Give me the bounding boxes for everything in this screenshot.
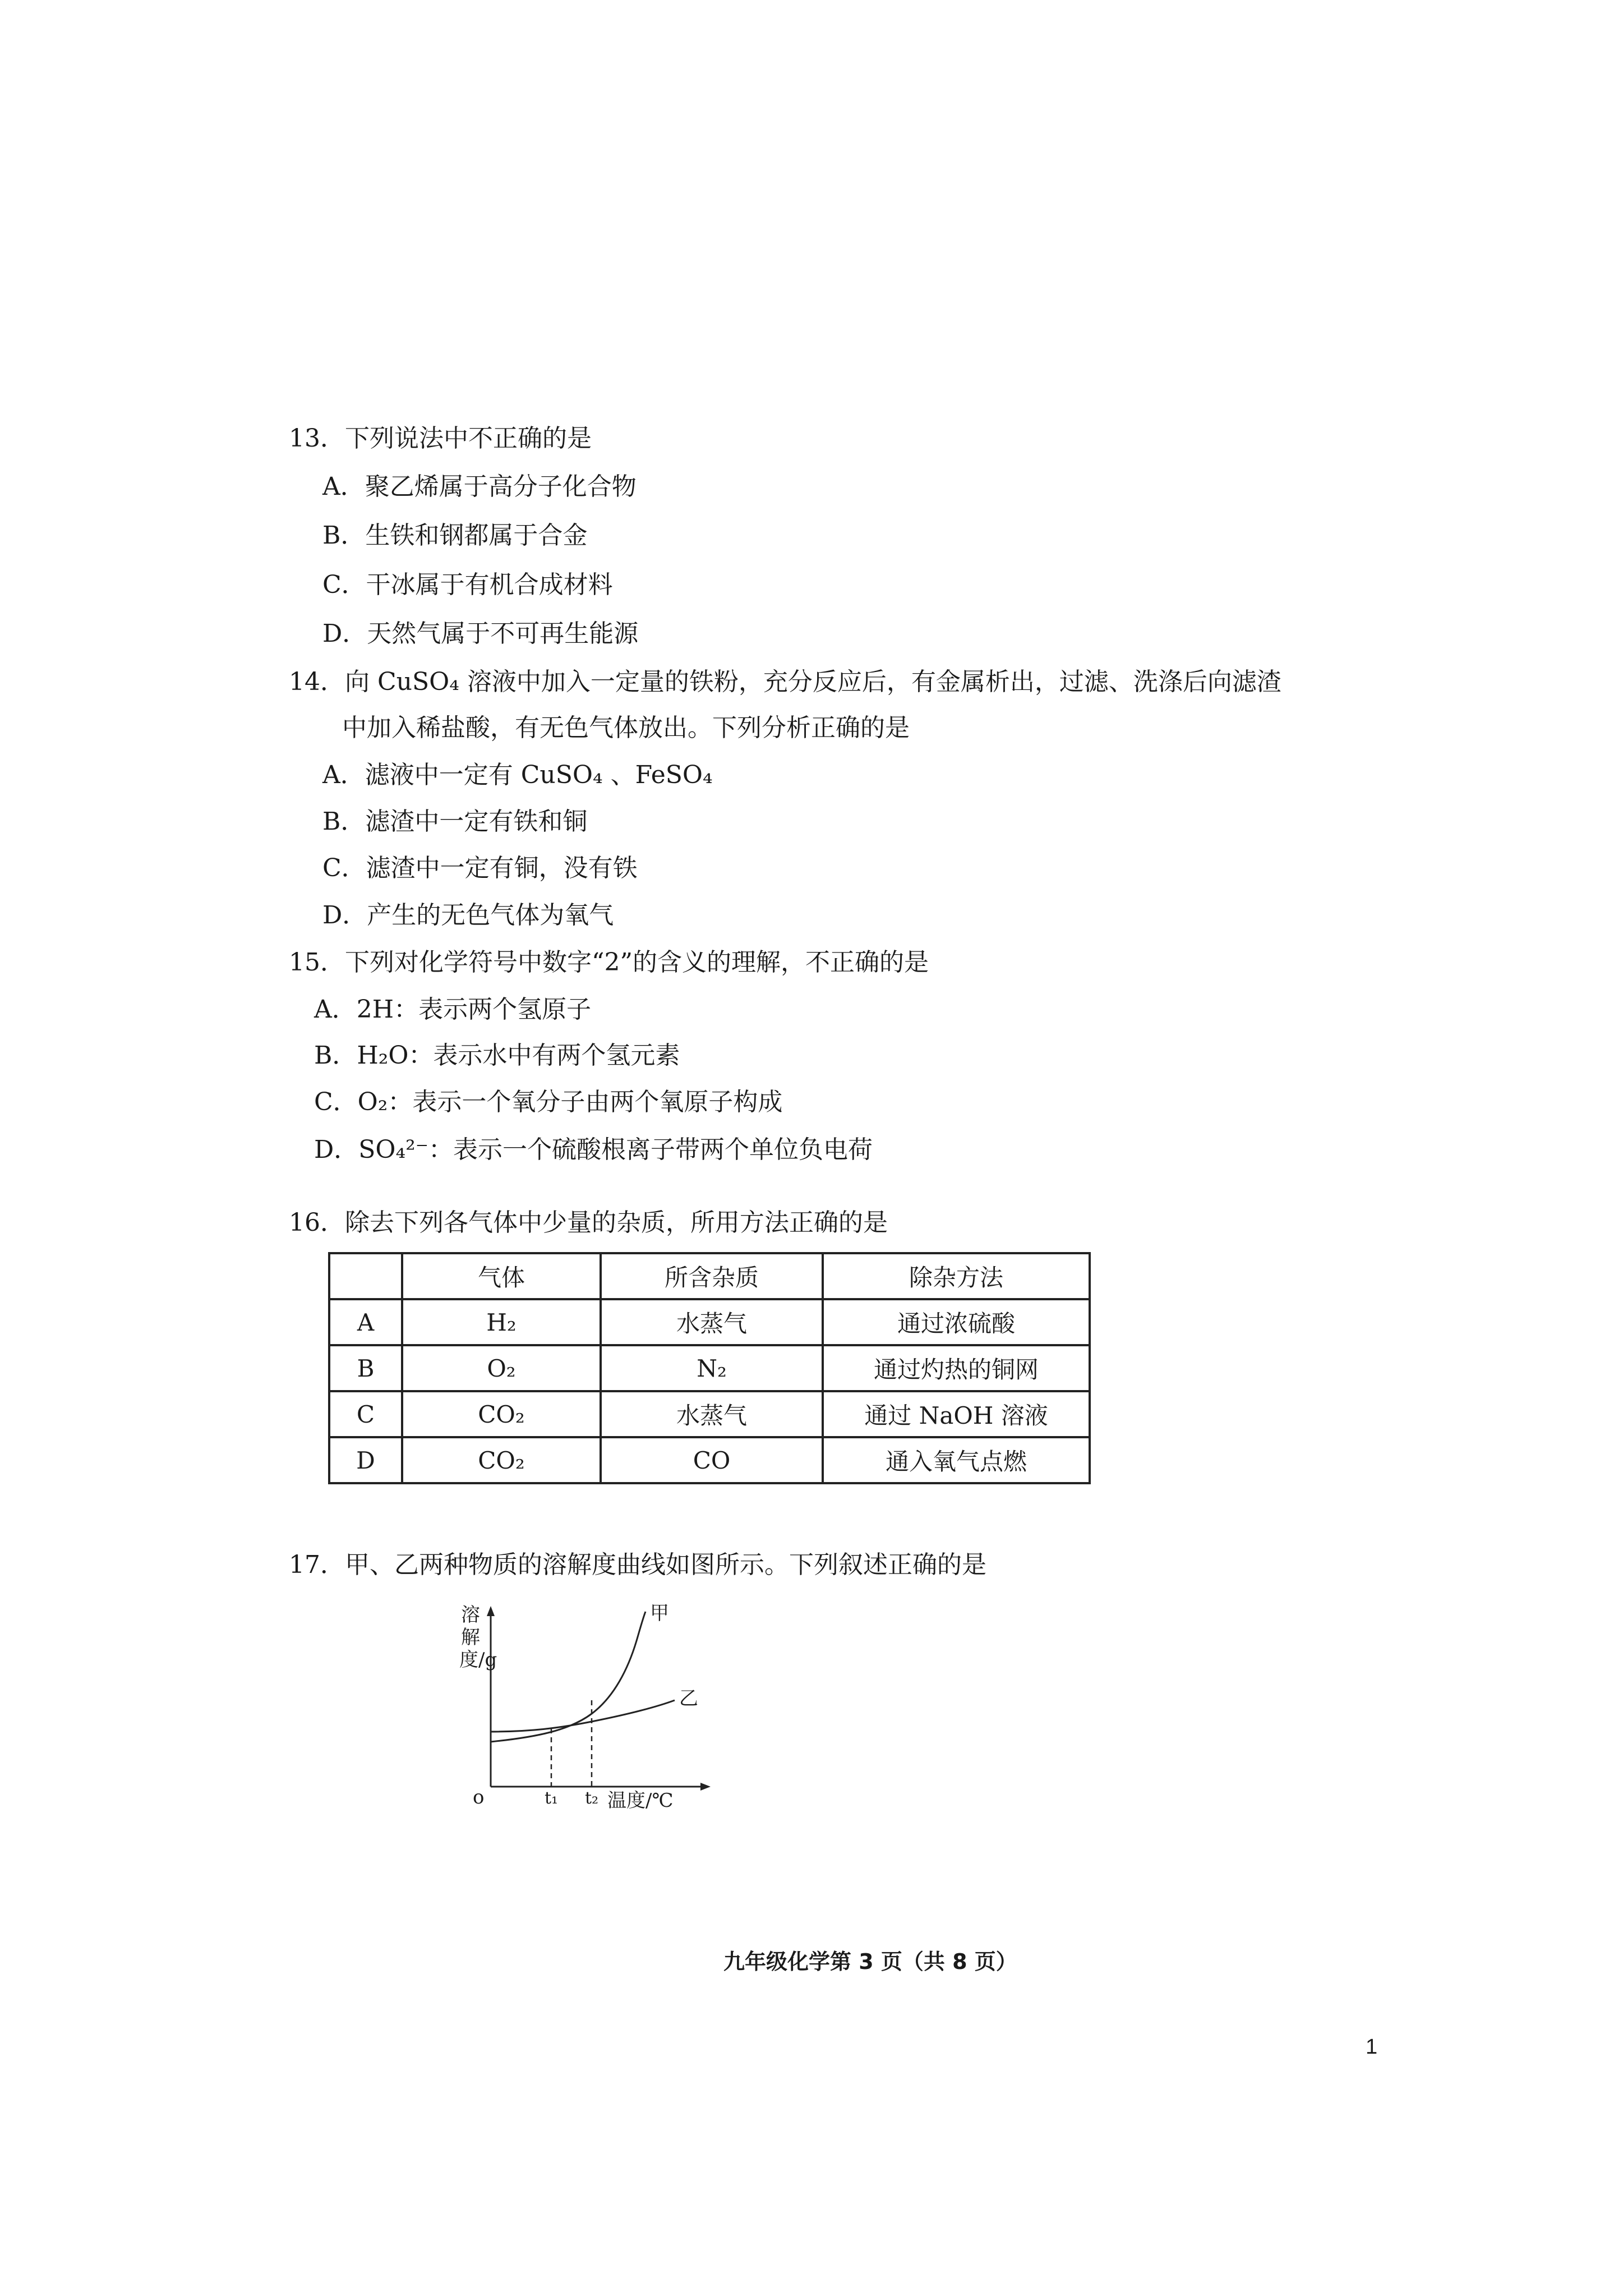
x-tick-t2: t₂ [585,1788,599,1808]
y-axis-label: 溶解度/g [459,1604,497,1671]
table-cell: 通入氧气点燃 [823,1437,1090,1483]
q13-option-d: D．天然气属于不可再生能源 [322,619,639,648]
table-row [329,1437,1090,1483]
x-tick-t1: t₁ [545,1788,559,1808]
series-yi-label: 乙 [679,1687,698,1710]
table-cell: 通过灼热的铜网 [823,1345,1090,1391]
q13-option-a: A．聚乙烯属于高分子化合物 [322,472,637,501]
table-cell: 水蒸气 [601,1391,823,1437]
page-footer: 九年级化学第 3 页（共 8 页） [723,1949,1017,1974]
table-cell: 通过浓硫酸 [823,1299,1090,1345]
table-cell: 通过 NaOH 溶液 [823,1391,1090,1437]
q13-stem: 13．下列说法中不正确的是 [289,424,592,453]
page-number: 1 [1366,2035,1378,2059]
table-header-cell: 所含杂质 [601,1253,823,1299]
q15-option-c: C．O₂：表示一个氧分子由两个氧原子构成 [314,1088,783,1116]
table-cell: CO₂ [402,1437,601,1483]
q16-stem: 16．除去下列各气体中少量的杂质，所用方法正确的是 [289,1208,888,1237]
q13-option-c: C．干冰属于有机合成材料 [322,570,613,599]
q14-option-d: D．产生的无色气体为氧气 [322,901,614,930]
x-axis-arrow-icon [700,1783,711,1791]
table-cell: CO₂ [402,1391,601,1437]
table-cell: O₂ [402,1345,601,1391]
table-header-row [329,1253,1090,1299]
table-cell: H₂ [402,1299,601,1345]
table-cell: CO [601,1437,823,1483]
solubility-chart [457,1602,715,1815]
q14-option-b: B．滤渣中一定有铁和铜 [322,807,588,836]
table-cell: 水蒸气 [601,1299,823,1345]
table-cell: D [329,1437,402,1483]
origin-label: o [473,1786,485,1809]
x-axis-label: 温度/℃ [607,1789,674,1812]
q15-option-d: D．SO₄²⁻：表示一个硫酸根离子带两个单位负电荷 [314,1135,873,1164]
table-header-cell: 气体 [402,1253,601,1299]
q13-option-b: B．生铁和钢都属于合金 [322,521,588,550]
y-axis-arrow-icon [487,1606,495,1616]
q15-stem: 15．下列对化学符号中数字“2”的含义的理解，不正确的是 [289,948,929,977]
series-yi-curve [491,1700,675,1732]
q14-stem-line2: 中加入稀盐酸，有无色气体放出。下列分析正确的是 [342,714,910,742]
series-jia-label: 甲 [650,1602,669,1625]
table-cell: N₂ [601,1345,823,1391]
table-cell: C [329,1391,402,1437]
table-row [329,1345,1090,1391]
q17-stem: 17．甲、乙两种物质的溶解度曲线如图所示。下列叙述正确的是 [289,1550,986,1579]
table-header-cell: 除杂方法 [823,1253,1090,1299]
table-row [329,1391,1090,1437]
q14-option-c: C．滤渣中一定有铜，没有铁 [322,854,638,882]
q14-stem-line1: 14．向 CuSO₄ 溶液中加入一定量的铁粉，充分反应后，有金属析出，过滤、洗涤后向滤渣 [289,668,1281,696]
q14-option-a: A．滤液中一定有 CuSO₄ 、FeSO₄ [322,761,713,789]
q15-option-a: A．2H：表示两个氢原子 [314,995,592,1024]
table-cell: B [329,1345,402,1391]
q15-option-b: B．H₂O：表示水中有两个氢元素 [314,1041,680,1070]
series-jia-curve [491,1612,645,1742]
solubility-chart-svg [457,1602,715,1815]
table-header-cell [329,1253,402,1299]
impurity-table [328,1252,1091,1484]
table-row [329,1299,1090,1345]
table-cell: A [329,1299,402,1345]
